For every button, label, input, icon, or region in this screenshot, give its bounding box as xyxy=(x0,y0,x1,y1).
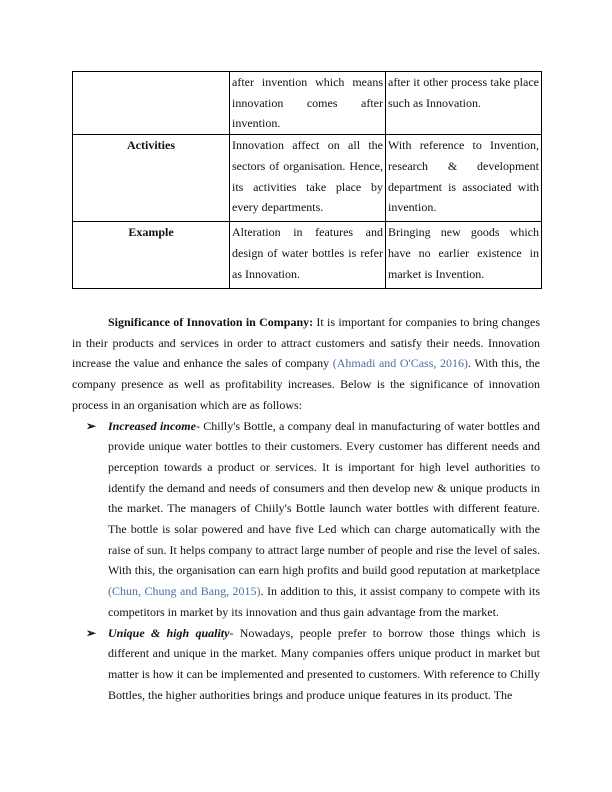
bullet-text: . In addition to this, it assist company to compete with its competitors in market by its innovation and thus gain advantage from the market. xyxy=(108,584,540,619)
row-label-cell xyxy=(73,72,230,135)
invention-cell: Bringing new goods which have no earlier existence in market is Invention. xyxy=(386,222,542,289)
citation: (Chun, Chung and Bang, 2015) xyxy=(108,584,261,599)
section-heading: Significance of Innovation in Company: xyxy=(108,315,314,329)
innovation-cell: Alteration in features and design of water bottles is refer as Innovation. xyxy=(230,222,386,289)
innovation-cell: after invention which means innovation comes after invention. xyxy=(230,72,386,135)
table-row xyxy=(73,72,542,135)
list-item xyxy=(72,623,540,706)
innovation-cell: Innovation affect on all the sectors of organisation. Hence, its activities take place by every departments. xyxy=(230,135,386,222)
significance-paragraph xyxy=(72,312,540,416)
bullet-text: - Nowadays, people prefer to borrow those things which is different and unique in the market. Many companies offers unique product in market but matter is how it can be implemented and presented to customers. With reference to Chilly Bottles, the higher authorities brings and produce unique features in its product. The xyxy=(108,625,540,702)
row-label-cell: Activities xyxy=(73,135,230,222)
paragraph-text: . With this, the company presence as well as profitability increases. Below is the significance of innovation process in an organisation which are as follows: xyxy=(72,356,540,412)
arrow-bullet-icon: ➢ xyxy=(86,418,97,433)
bullet-title: Unique & high quality xyxy=(108,625,230,640)
table-row xyxy=(73,135,542,222)
invention-cell: after it other process take place such as Innovation. xyxy=(386,72,542,135)
body-text xyxy=(72,312,540,705)
bullet-title: Increased income xyxy=(108,418,196,433)
invention-cell: With reference to Invention, research & development department is associated with invention. xyxy=(386,135,542,222)
bullet-text: - Chilly's Bottle, a company deal in manufacturing of water bottles and provide unique water bottles to their customers. Every customer has different needs and perception towards a product or services. It is important for high level authorities to identify the demand and needs of consumers and then develop new & unique products in the market. The managers of Chiily's Bottle launch water bottles with different feature. The bottle is solar powered and have five Led which can charge automatically with the raise of sun. It helps company to attract large number of people and rise the level of sales. With this, the organisation can earn high profits and build good reputation at marketplace xyxy=(108,418,541,578)
paragraph-text: It is important for companies to bring changes in their products and services in order to attract customers and satisfy their needs. Innovation increase the value and enhance the sales of company xyxy=(72,315,540,371)
bullet-list xyxy=(72,416,540,706)
citation: (Ahmadi and O'Cass, 2016) xyxy=(332,356,468,371)
arrow-bullet-icon: ➢ xyxy=(86,625,97,640)
list-item xyxy=(72,416,540,623)
row-label-cell: Example xyxy=(73,222,230,289)
table-row xyxy=(73,222,542,289)
comparison-table xyxy=(72,71,542,289)
